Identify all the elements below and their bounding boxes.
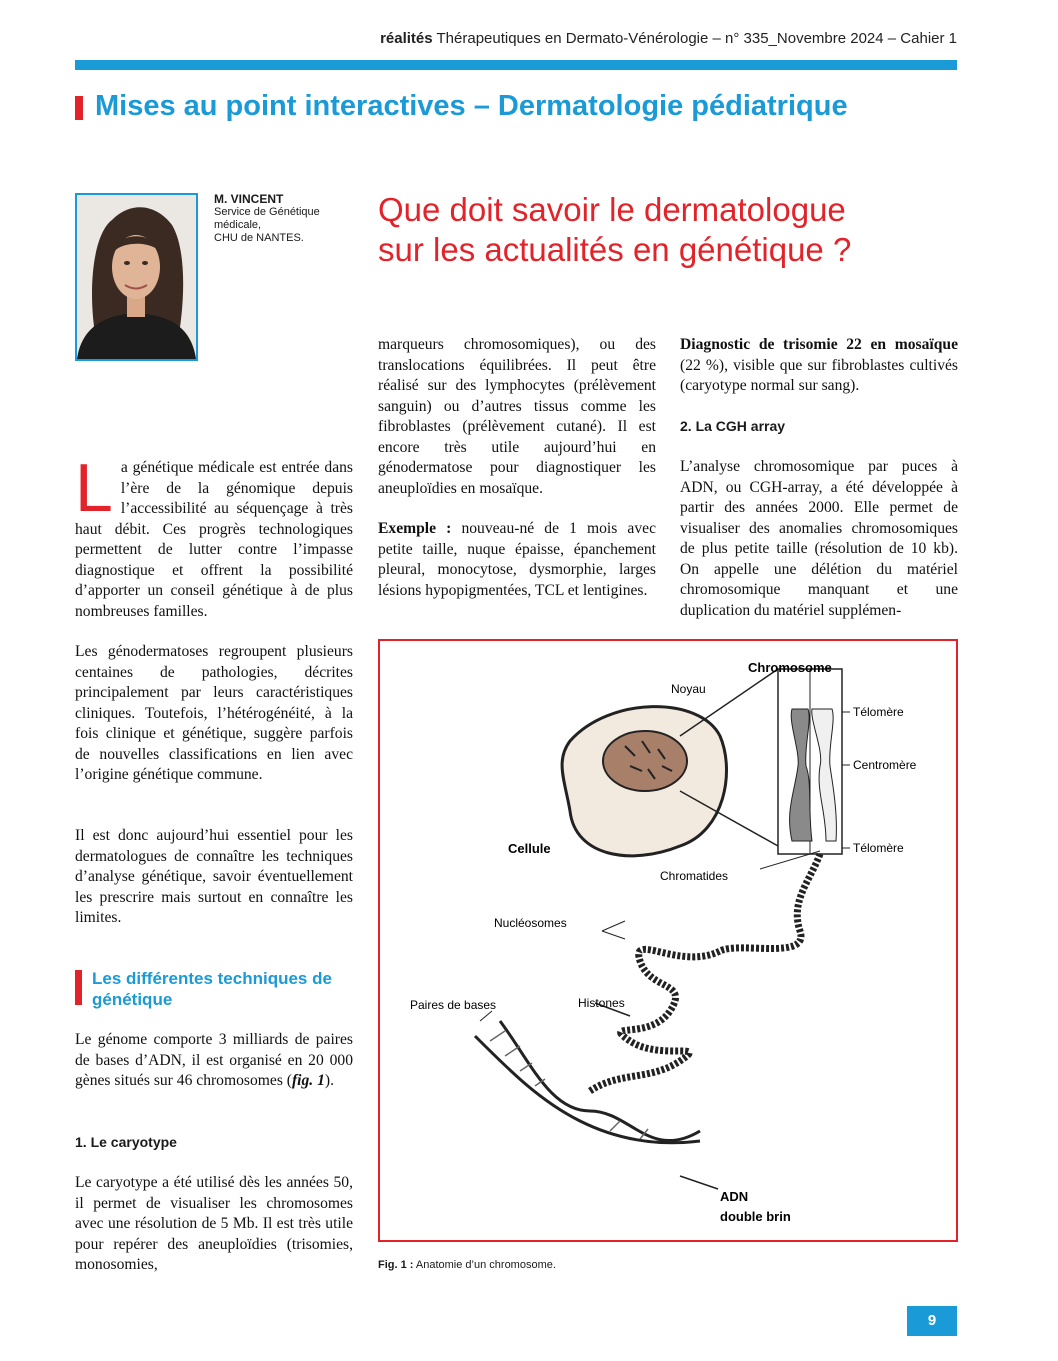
section-title: Mises au point interactives – Dermatologie pédiatrique: [95, 90, 848, 122]
genome-text-end: ).: [324, 1072, 334, 1089]
paragraph-essential: Il est donc aujourd’hui essentiel pour les dermatologues de connaître les techniques d’analyse génétique, savoir éventuellement les prescrire mais surtout en connaître les limites.: [75, 827, 353, 926]
figure-chromosome: [378, 639, 958, 1242]
trisomy-text: (22 %), visible que sur fibroblastes cultivés (caryotype normal sur sang).: [680, 356, 958, 394]
paragraph-cgh: L’analyse chromosomique par puces à ADN, ou CGH-array, a été développée à partir des années 2000. Elle permet de visualiser des anomalies chromosomiques de plus petite taille (résolution de 10 kb). On appelle une délétion du matériel chromosomique manquant et une duplication du matériel supplémen-: [680, 458, 958, 619]
article-title: [378, 190, 958, 270]
figure-caption: [378, 1259, 556, 1271]
journal-brand: réalités: [380, 30, 433, 47]
paragraph-genodermatoses: Les génodermatoses regroupent plusieurs centaines de pathologies, décrites principalement par leurs caractéristiques cliniques. Toutefois, l’hétérogénéité, à la fois clinique et génétique, suggère parfois de nouvelles classifications en lien avec l’origine génétique commune.: [75, 643, 353, 783]
label-histones: Histones: [578, 996, 625, 1010]
author-affil-2: médicale,: [214, 219, 262, 231]
nucleus-shape: [603, 731, 687, 791]
label-telomere-bottom: Télomère: [853, 841, 904, 855]
caption-text: Anatomie d’un chromosome.: [413, 1259, 556, 1271]
author-name: M. VINCENT: [214, 192, 284, 206]
heading-caryotype: 1. Le caryotype: [75, 1134, 177, 1150]
drop-cap: L: [75, 450, 113, 526]
chromosome-diagram: [380, 641, 956, 1240]
intro-text: a génétique médicale est entrée dans l’ère de la génomique depuis l’accessibilité au séquençage à très haut débit. Ces progrès technologiques permettent de lutter contre l’impasse diagnostique et offrent la possibilité d’apporter un conseil génétique à de plus nombreuses familles.: [75, 459, 353, 620]
author-affil-3: CHU de NANTES.: [214, 232, 304, 244]
genome-text: Le génome comporte 3 milliards de paires de bases d’ADN, il est organisé en 20 000 gènes situés sur 46 chromosomes (: [75, 1031, 353, 1089]
intro-paragraph: [75, 450, 353, 622]
subhead-techniques: Les différentes techniques de génétique: [92, 969, 332, 1009]
paragraph-markers: marqueurs chromosomiques), ou des translocations équilibrées. Il peut être réalisé sur des lymphocytes (prélèvement sanguin) ou d’autres tissus comme les fibroblastes (prélèvement cutané). Il est encore très utile aujourd’hui en génodermatose pour diagnostiquer les aneuploïdies en mosaïque.: [378, 336, 656, 497]
label-noyau: Noyau: [671, 682, 706, 696]
label-telomere-top: Télomère: [853, 705, 904, 719]
top-rule: [75, 60, 957, 70]
example-text: nouveau-né de 1 mois avec petite taille, nuque épaisse, épanchement pleural, monocytose, dysmorphie, larges lésions hypopigmentées, TCL et lentigines.: [378, 520, 656, 599]
paragraph-example: [378, 519, 656, 601]
label-chromosome: Chromosome: [748, 660, 832, 675]
fig-ref: fig. 1: [291, 1072, 325, 1089]
subhead-marker: [75, 970, 82, 1005]
author-affil-1: Service de Génétique: [214, 206, 320, 218]
heading-cgh: 2. La CGH array: [680, 418, 786, 434]
author-photo: [75, 193, 198, 361]
label-paires-de-bases: Paires de bases: [410, 998, 497, 1012]
trisomy-bold: Diagnostic de trisomie 22 en mosaïque: [680, 336, 958, 353]
paragraph-trisomy: [680, 335, 958, 397]
paragraph-genome: [75, 1030, 353, 1092]
journal-issue: Thérapeutiques en Dermato-Vénérologie – n° 335_Novembre 2024 – Cahier 1: [432, 30, 957, 47]
author-block: [214, 193, 354, 245]
example-label: Exemple :: [378, 520, 452, 537]
label-adn: ADN: [720, 1189, 749, 1204]
caption-label: Fig. 1 :: [378, 1259, 414, 1271]
label-chromatides: Chromatides: [660, 869, 729, 883]
paragraph-caryotype: Le caryotype a été utilisé dès les années 50, il permet de visualiser les chromosomes avec une résolution de 5 Mb. Il est très utile pour repérer des aneuploïdies (trisomies, monosomies,: [75, 1174, 353, 1273]
label-double-brin: double brin: [720, 1209, 791, 1224]
running-header: [75, 30, 957, 47]
page-number: 9: [907, 1306, 957, 1336]
label-cellule: Cellule: [508, 841, 551, 856]
section-marker: [75, 96, 83, 120]
title-line-2: sur les actualités en génétique ?: [378, 231, 852, 268]
dna-strand-b: [500, 1021, 700, 1141]
title-line-1: Que doit savoir le dermatologue: [378, 191, 846, 228]
label-nucleosomes: Nucléosomes: [494, 916, 567, 930]
label-centromere: Centromère: [853, 758, 917, 772]
chromatin-coil: [590, 854, 820, 1091]
